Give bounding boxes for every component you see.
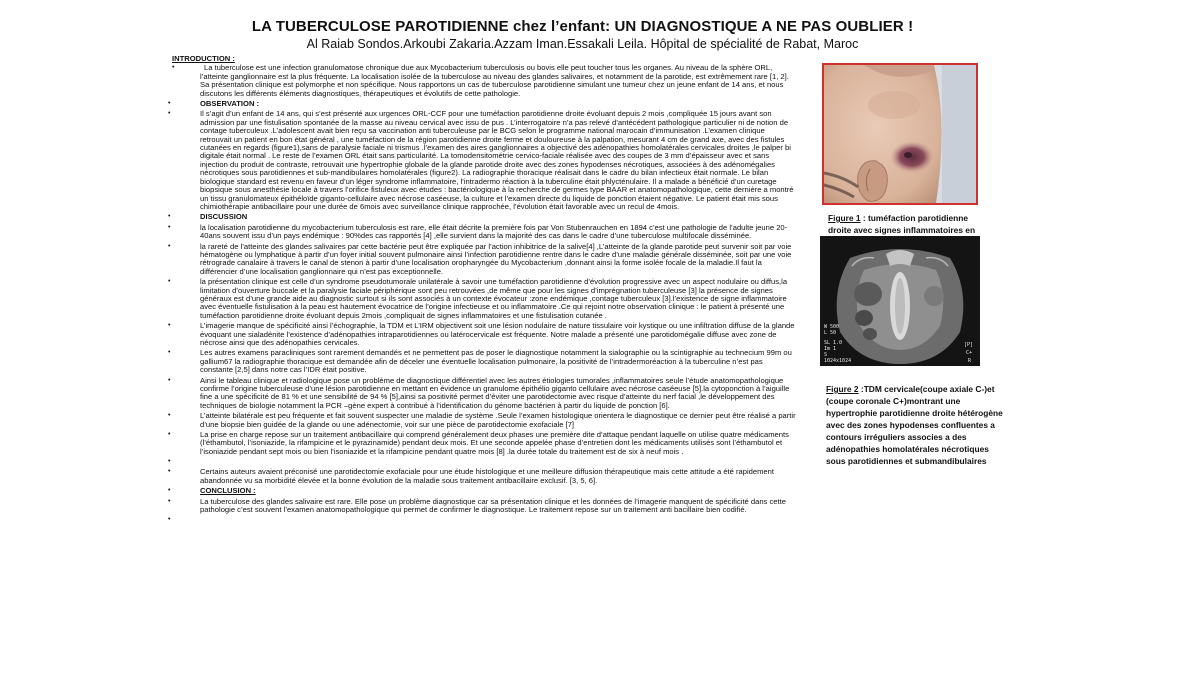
figure1-label: Figure 1 <box>828 213 861 223</box>
scan-annotation: L 50 <box>824 330 837 336</box>
scan-annotation: 1024x1024 <box>824 358 852 364</box>
discussion-heading-item <box>168 213 796 221</box>
discussion-paragraph: • Les autres examens paracliniques sont rarement demandés et ne permettent pas de poser le diagnostique notamment la sialographie ou la scintigraphie au technecium 99m ou gallium67 la radiographie thoracique est demandée afin de déceler une éventuelle localisation pulmonaire, la positivité de l’intradermoréaction à la tuberculine n’est pas constante [2,5] dans notre cas l’IDR était positive. <box>168 349 796 374</box>
figure2-illustration <box>820 236 980 366</box>
conclusion-text: • La tuberculose des glandes salivaire est rare. Elle pose un problème diagnostique car sa présentation clinique et les données de l’imagerie manquent de spécificité dans cette pathologie c’est souvent l’examen anatomopathologique qui permet de confirmer le diagnostique. Le traitement repose sur un traitement anti bacillaire bien codifié. <box>168 498 796 515</box>
scan-annotation: W 500 <box>824 324 840 330</box>
conclusion-heading-item <box>168 487 796 495</box>
figure2-caption-text: :TDM cervicale(coupe axiale C-)et (coupe coronale C+)montrant une hypertrophie parotidienne droite hétérogène avec des zones hypodenses confluentes a contours irréguliers associes a des adénopathies homolatérales nécrotiques sous parotidiennes et submandibulaires <box>826 384 1003 466</box>
discussion-paragraph: • La prise en charge repose sur un traitement antibacillaire qui comprend généralement deux phases une première dite d’attaque pendant laquelle on utilise quatre médicaments (l’éthambutol, l’isoniazide, la rifampicine et le pyrazinamide) pendant deux mois. Et une seconde appelée phase d’entretien dont les médicaments utilisés sont l’éthambutol et l’isoniazide pendant sept mois ou bien l’isoniazide et la rifampicine pendant quatre mois [8] .la durée totale du traitement est de six à neuf mois . <box>168 431 796 456</box>
conclusion-heading: CONCLUSION : <box>200 486 256 496</box>
poster-body <box>168 55 796 526</box>
figure2-ct-scan <box>820 236 980 366</box>
scan-annotation: SL 1.0 <box>824 340 843 346</box>
scan-annotation: S <box>824 352 828 358</box>
observation-heading-item <box>168 100 796 108</box>
scan-annotation: R <box>968 358 972 364</box>
figure1-photo <box>822 63 978 205</box>
discussion-paragraph: • Certains auteurs avaient préconisé une parotidectomie exofaciale pour une étude histologique et une meilleure diffusion thérapeutique mais cette attitude a été rapidement abandonnée vu sa morbidité élevée et la bonne évolution de la maladie sous traitement antibacillaire exclusif. [3, 5, 6]. <box>168 468 796 485</box>
figure2-caption <box>826 383 1006 467</box>
empty-bullet <box>168 458 796 466</box>
figure2-label: Figure 2 <box>826 384 859 394</box>
scan-annotation: Im 1 <box>824 346 837 352</box>
figure1-illustration <box>824 65 976 203</box>
scan-annotation: [P] <box>964 342 974 348</box>
scan-annotation: C+ <box>966 350 973 356</box>
discussion-paragraph: • L’atteinte bilatérale est peu fréquente et fait souvent suspecter une maladie de système .Seule l’examen histologique orientera le diagnostique ce dernier peut être réalisé a partir d’une biopsie bien guidée de la glande ou une adénectomie, voir sur une pièce de parotidectomie exofaciale [7] <box>168 412 796 429</box>
discussion-paragraph: • la présentation clinique est celle d’un syndrome pseudotumorale unilatérale à savoir une tuméfaction parotidienne d’évolution progressive avec un aspect nodulaire ou diffus,la limitation d’ouverture buccale et la paralysie faciale périphérique sont peu retrouvées ,de même que pour les signes d’imprégnation tuberculeuse [3] la présence de signes généraux est d’une grande aide au diagnostic surtout si ils sont associés à un contexte évocateur :zone endémique ,contage tuberculeux [3].l’existence de signe inflammatoire avec éventuelle fistulisation à la peau est hautement évocatrice de l’origine infectieuse et ou inflammatoire .Ce qui rejoint notre observation clinique : le patient à présenté une tuméfaction parotidienne droite évoluant depuis 2mois ,compliquait de signes inflammatoires et une fistulisation cutanée . <box>168 278 796 320</box>
introduction-text: • La tuberculose est une infection granulomatose chronique due aux Mycobacterium tuberculosis ou bovis elle peut toucher tous les organes. Au niveau de la sphère ORL, l’atteinte ganglionnaire est la plus fréquente. La localisation isolée de la tuberculose au niveau des glandes salivaires, et notamment de la parotide, est extrêmement rare [1, 2]. Sa présentation clinique est polymorphe et non spécifique. Nous rapportons un cas de tuberculose parotidienne simulant une tumeur chez un jeune enfant de 14 ans, et nous discutons les différents éléments diagnostiques, thérapeutiques et évolutifs de cette pathologie. <box>168 64 796 98</box>
poster-title: LA TUBERCULOSE PAROTIDIENNE chez l’enfant: UN DIAGNOSTIQUE A NE PAS OUBLIER ! <box>251 18 914 35</box>
poster-authors: Al Raiab Sondos.Arkoubi Zakaria.Azzam Iman.Essakali Leila. Hôpital de spécialité de Rabat, Maroc <box>306 37 859 51</box>
empty-bullet <box>168 516 796 524</box>
observation-text: • Il s’agit d’un enfant de 14 ans, qui s’est présenté aux urgences ORL-CCF pour une tuméfaction parotidienne droite évoluant depuis 2 mois ,compliquée 15 jours avant son admission par une fistulisation spontanée de la masse au niveau cervical avec issu de pus . L’interrogatoire n’a pas relevé d’antécédent pathologique particulier ni de notion de contage tuberculeux .L’adolescent avait bien reçu sa vaccination anti tuberculeuse par le BCG selon le programme national marocain d’immunisation .L’examen clinique retrouvait un patient en bon état général , une tuméfaction de la région parotidienne droite ferme et douloureuse à la palpation, mesurant 4 cm de grand axe, avec des fistules cutanées en regards (figure1),sans de paralysie faciale ni trismus .l’examen des aires ganglionnaires a objectivé des adénopathies homolatérales cervicales droites ,le palper bi digitale était normal . Le reste de l’examen ORL était sans particularité. La tomodensitométrie cervico-faciale réalisée avec des coupes de 3 mm d’épaisseur avec et sans injection du produit de contraste, retrouvait une hypertrophie globale de la glande parotide droite avec des zones hypodenses nécrotiques, associées à des adénomégalies nécrotiques sous parotidiennes et sub-mandibulaires homolatérales (figure2). La radiographie thoracique réalisait dans le cadre du bilan infectieux était normale. Le bilan biologique standard est revenu en faveur d’un léger syndrome inflammatoire, l’intradermo réaction à la tuberculine était phlycténulaire. Il a malade a bénéficié d’un curetage biopsique sous anesthésie locale à travers l’orifice fistuleux avec études : bactériologique à la recherche de germes type BAAR et anatomopathologique, cette dernière a montré un tissu granulomateux épithéloïde giganto-cellulaire avec nécrose caséeuse, la culture et l’examen directe du liquide de ponction étaient négative. Le patient était mis sous chimiothérapie antibacillaire pour une durée de 6mois avec surveillance clinique rapprochée, l’évolution était favorable avec un recul de 4mois. <box>168 110 796 211</box>
figure1-caption-text: : tuméfaction parotidienne droite avec signes inflammatoires en <box>828 213 976 235</box>
discussion-paragraph: • la rareté de l’atteinte des glandes salivaires par cette bactérie peut être expliquée par l’action inhibitrice de la salive[4] ,L’atteinte de la glande parotide peut survenir soit par voie hématogène ou lymphatique à partir d’un foyer initial souvent pulmonaire ainsi l’infection parotidienne rentre dans le cadre d’une maladie générale disséminée, soit par une voie rétrograde canalaire à travers le canal de stenon à partir d’une localisation oropharyngée du Mycobacterium ,donnant ainsi la forme isolée focale de la maladie.Il faut la différencier d’une localisation ganglionnaire qui n’est pas exceptionnelle. <box>168 243 796 277</box>
observation-heading: OBSERVATION : <box>200 99 260 109</box>
discussion-paragraph: • la localisation parotidienne du mycobacterium tuberculosis est rare, elle était décrite la première fois par Von Stubenrauchen en 1894 c’est une pathologie de l’adulte jeune 20-40ans souvent issu d’un pays endémique : 90%des cas rapportés [4] ,elle survient dans la majorité des cas dans le cadre d’une tuberculose multifocale disséminée. <box>168 224 796 241</box>
discussion-paragraph: • L’imagerie manque de spécificité ainsi l’échographie, la TDM et L’IRM objectivent soit une lésion nodulaire de nature tissulaire voir kystique ou une infiltration diffuse de la glande évoquant une sialadénite l’existence d’adénopathies intraparotidiennes ou latérocervicale est fréquente. Notre malade a présenté une parotidomégalie diffuse avec zone de nécrose ainsi que des adénopathies cervicales. <box>168 322 796 347</box>
introduction-heading: INTRODUCTION : <box>172 54 235 63</box>
discussion-paragraph: • Ainsi le tableau clinique et radiologique pose un problème de diagnostique différentiel avec les autres étiologies tumorales ,inflammatoires seule l’étude anatomopathologique confirme l’origine tuberculeuse d’une lésion parotidienne en mettant en évidence un granulome épithélio giganto cellulaire avec nécrose caséeuse [5].la cytoponction à l’aiguille fine a une spécificité de 81 % et une sensibilité de 94 % [5],ainsi sa positivité permet d’éviter une parotidectomie avec risque d’atteinte du nerf facial ,le développement des techniques de biologie notamment la PCR –gène expert à contribué à l’identification du génome bactérien à partir du liquide de ponction [6]. <box>168 377 796 411</box>
discussion-heading: DISCUSSION <box>200 212 248 222</box>
